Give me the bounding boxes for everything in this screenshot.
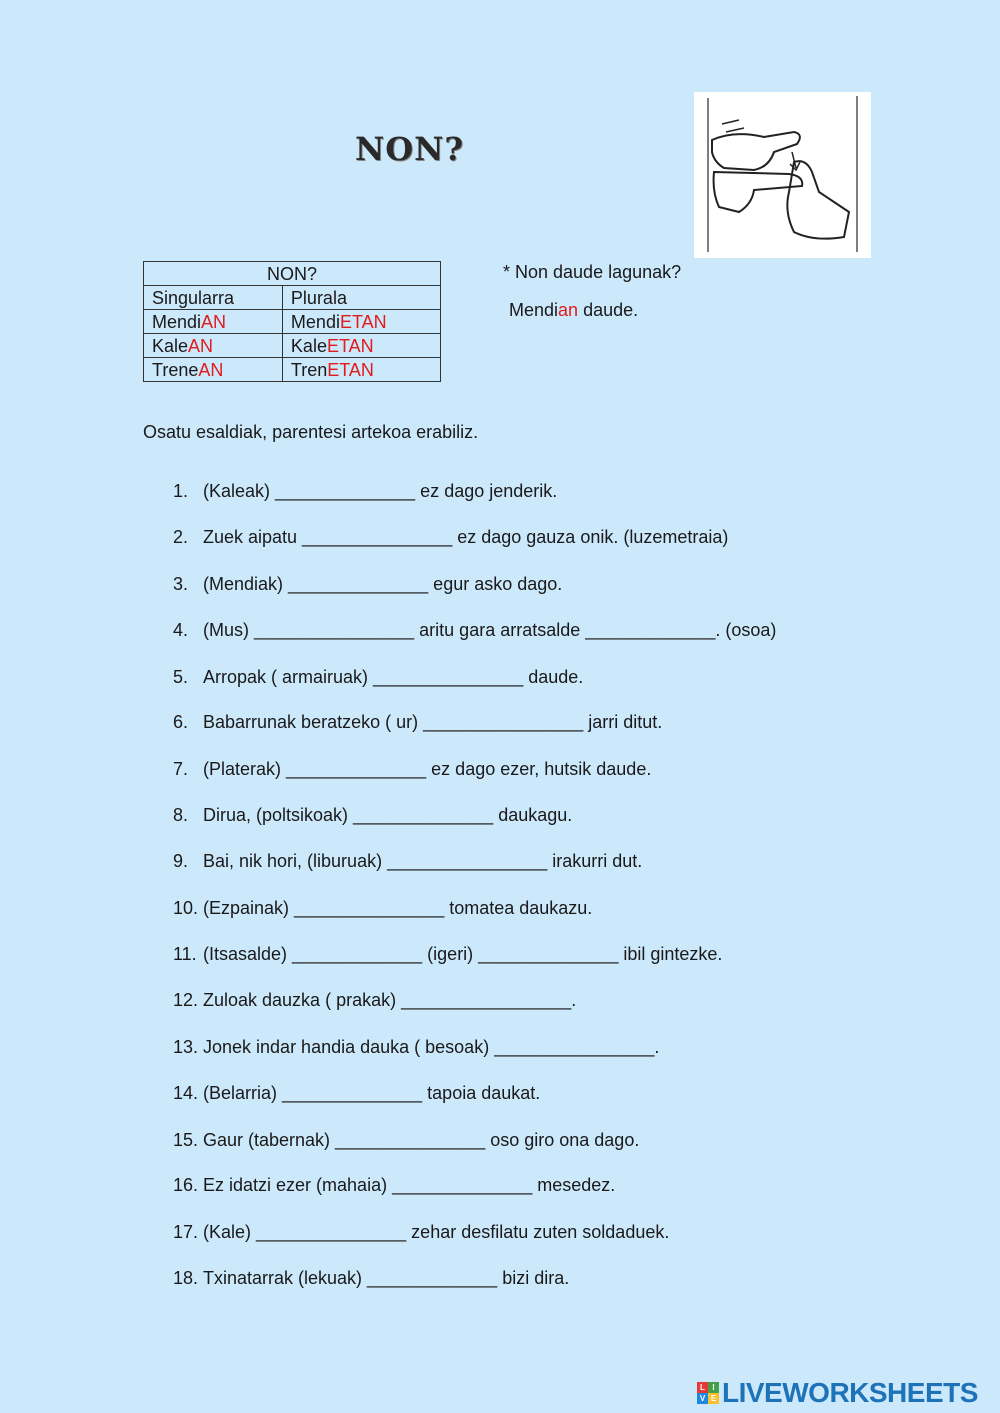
- plural-cell: MendiETAN: [282, 310, 440, 334]
- table-row: [144, 310, 441, 334]
- example-question: * Non daude lagunak?: [503, 262, 682, 282]
- exercise-item: 3. (Mendiak) ______________ egur asko dago.: [173, 574, 563, 594]
- page-title: NON?: [355, 130, 465, 168]
- logo-text: LIVEWORKSHEETS: [722, 1377, 978, 1408]
- exercise-item: 16. Ez idatzi ezer (mahaia) ______________ mesedez.: [173, 1175, 616, 1195]
- col-header-singular: Singularra: [144, 286, 283, 310]
- plural-cell: KaleETAN: [282, 334, 440, 358]
- pointing-hand-icon: [694, 92, 871, 258]
- table-header: NON?: [144, 262, 441, 286]
- exercise-item: 17. (Kale) _______________ zehar desfilatu zuten soldaduek.: [173, 1222, 670, 1242]
- table-row: [144, 358, 441, 382]
- pointing-hand-illustration: [694, 92, 871, 258]
- exercise-item: 9. Bai, nik hori, (liburuak) ________________ irakurri dut.: [173, 851, 643, 871]
- exercise-item: 5. Arropak ( armairuak) _______________ daude.: [173, 667, 584, 687]
- exercise-item: 1. (Kaleak) ______________ ez dago jenderik.: [173, 481, 558, 501]
- exercise-item: 13. Jonek indar handia dauka ( besoak) ________________.: [173, 1037, 660, 1057]
- grammar-table: [143, 261, 441, 382]
- exercise-item: 10. (Ezpainak) _______________ tomatea daukazu.: [173, 898, 593, 918]
- exercise-item: 8. Dirua, (poltsikoak) ______________ daukagu.: [173, 805, 573, 825]
- exercise-item: 18. Txinatarrak (lekuak) _____________ bizi dira.: [173, 1268, 570, 1288]
- logo-mark-icon: L I V E: [697, 1382, 719, 1404]
- exercise-item: 14. (Belarria) ______________ tapoia daukat.: [173, 1083, 541, 1103]
- instructions: Osatu esaldiak, parentesi artekoa erabiliz.: [143, 422, 479, 442]
- table-row: [144, 334, 441, 358]
- singular-cell: TreneAN: [144, 358, 283, 382]
- exercise-item: 2. Zuek aipatu _______________ ez dago gauza onik. (luzemetraia): [173, 527, 729, 547]
- singular-cell: KaleAN: [144, 334, 283, 358]
- exercise-item: 11. (Itsasalde) _____________ (igeri) ______________ ibil gintezke.: [173, 944, 723, 964]
- liveworksheets-logo: [697, 1377, 978, 1409]
- exercise-item: 12. Zuloak dauzka ( prakak) _________________.: [173, 990, 577, 1010]
- plural-cell: TrenETAN: [282, 358, 440, 382]
- singular-cell: MendiAN: [144, 310, 283, 334]
- exercise-item: 4. (Mus) ________________ aritu gara arratsalde _____________. (osoa): [173, 620, 777, 640]
- exercise-item: 15. Gaur (tabernak) _______________ oso giro ona dago.: [173, 1130, 640, 1150]
- exercise-item: 7. (Platerak) ______________ ez dago ezer, hutsik daude.: [173, 759, 652, 779]
- exercise-item: 6. Babarrunak beratzeko ( ur) ________________ jarri ditut.: [173, 712, 663, 732]
- example-answer: Mendian daude.: [509, 300, 639, 320]
- col-header-plural: Plurala: [282, 286, 440, 310]
